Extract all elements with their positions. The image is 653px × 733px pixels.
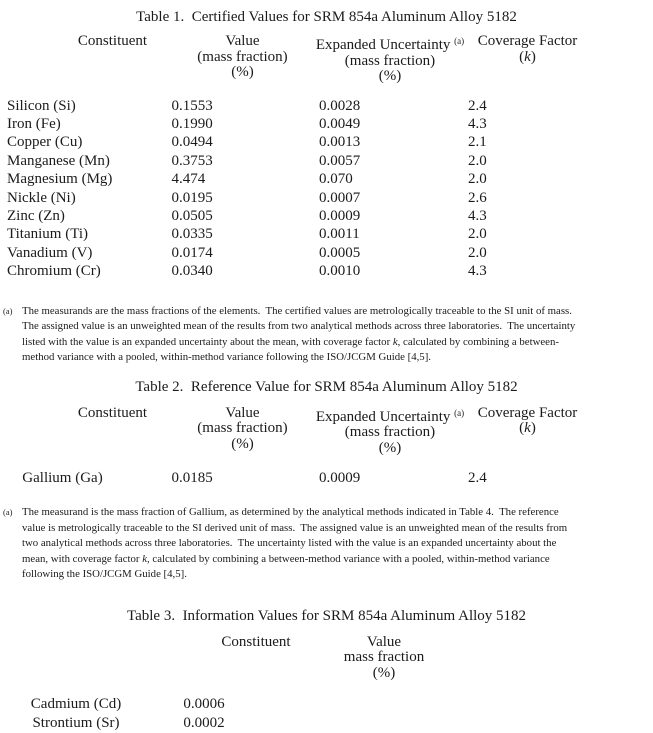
- table2-header-value: Value (mass fraction) (%): [197, 404, 288, 452]
- table-row: Cadmium (Cd) 0.0006: [30, 696, 225, 713]
- footnote-marker-a: (a): [3, 305, 13, 316]
- table-row: Iron (Fe) 0.1990 0.0049 4.3: [7, 115, 487, 132]
- table-row: Chromium (Cr) 0.0340 0.0010 4.3: [7, 263, 487, 280]
- table-row: Zinc (Zn) 0.0505 0.0009 4.3: [7, 207, 487, 224]
- table2-header-row: [50, 406, 585, 457]
- table1-header-constituent: Constituent: [77, 33, 148, 49]
- table1-header-uncertainty: Expanded Uncertainty $^{(a)}$ (mass fraction) (%): [315, 36, 465, 84]
- table2-header-coverage: Coverage Factor (k): [477, 404, 578, 437]
- table1-header-coverage: Coverage Factor (k): [477, 33, 578, 65]
- table2-header-uncertainty: Expanded Uncertainty $^{(a)}$ (mass fraction) (%): [315, 407, 465, 456]
- table2-body: [0, 469, 653, 487]
- k-symbol: k: [524, 420, 531, 437]
- table3-body: [0, 695, 653, 732]
- table1-title: Table 1. Certified Values for SRM 854a Aluminum Alloy 5182: [136, 9, 517, 25]
- table-row: Strontium (Sr) 0.0002: [32, 714, 225, 731]
- table1-header-value: Value (mass fraction) (%): [197, 33, 288, 80]
- k-symbol: k: [392, 335, 398, 348]
- table3-header-value: Value mass fraction (%): [343, 633, 425, 681]
- table-row: Silicon (Si) 0.1553 0.0028 2.4: [7, 97, 487, 114]
- table-row: Gallium (Ga) 0.0185 0.0009 2.4: [22, 470, 487, 487]
- footnote-ref-a: (a): [454, 36, 465, 46]
- table1-header-row: [50, 34, 585, 85]
- footnote-marker-a: (a): [3, 507, 13, 518]
- table2-footnote: (a) The measurand is the mass fraction of Gallium, as determined by the analytical methods indicated in Table 4. The reference value is metrologically traceable to the SI derived unit of mass. The assigned value is an unweighted mean of the results from two analytical methods across three laboratories. The uncertainty listed with the value is an expanded uncertainty about the mean, with coverage factor k, calculated by combining a between-method variance with a pooled, within-method variance following the ISO/JCGM Guide [4,5].: [3, 506, 568, 581]
- table-row: Vanadium (V) 0.0174 0.0005 2.0: [7, 244, 487, 261]
- table3-header-row: [180, 635, 436, 682]
- table-row: Manganese (Mn) 0.3753 0.0057 2.0: [7, 152, 487, 169]
- table1-body: [0, 97, 653, 281]
- table3-header-constituent: Constituent: [221, 633, 291, 650]
- k-symbol: k: [524, 48, 531, 65]
- table2-title: Table 2. Reference Value for SRM 854a Aluminum Alloy 5182: [135, 378, 518, 395]
- table2-header-constituent: Constituent: [77, 404, 148, 421]
- k-symbol: k: [142, 552, 148, 565]
- table1-footnote: (a) The measurands are the mass fractions of the elements. The certified values are metrologically traceable to the SI unit of mass. The assigned value is an unweighted mean of the results from two analytical methods across three laboratories. The uncertainty listed with the value is an expanded uncertainty about the mean, with coverage factor k, calculated by combining a between- method variance with a pooled, within-method variance following the ISO/JCGM Guide [4,5].: [3, 304, 576, 364]
- table-row: Magnesium (Mg) 4.474 0.070 2.0: [7, 171, 487, 188]
- footnote-ref-a: (a): [454, 407, 465, 418]
- table-row: Titanium (Ti) 0.0335 0.0011 2.0: [7, 226, 487, 243]
- table-row: Copper (Cu) 0.0494 0.0013 2.1: [7, 134, 487, 151]
- table3-title: Table 3. Information Values for SRM 854a Aluminum Alloy 5182: [126, 607, 527, 624]
- table-row: Nickle (Ni) 0.0195 0.0007 2.6: [7, 189, 487, 206]
